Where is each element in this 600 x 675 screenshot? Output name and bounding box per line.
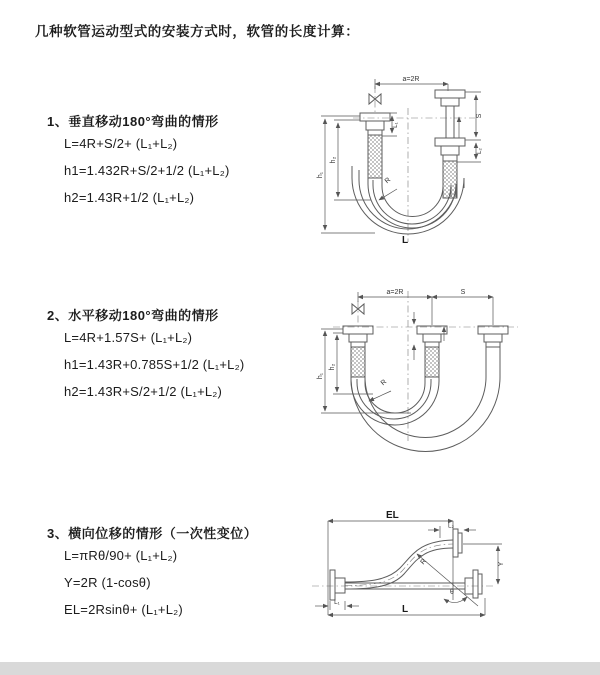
dim-label-r: R	[419, 557, 429, 567]
formula-el: EL=2Rsinθ+ (L₁+L₂)	[64, 602, 183, 617]
formula-h2: h2=1.43R+1/2 (L₁+L₂)	[64, 190, 195, 205]
section-horizontal-movement	[47, 305, 347, 405]
hose-drawing	[352, 90, 465, 234]
dim-label-h1: h₁	[317, 171, 324, 179]
section-vertical-movement	[47, 111, 347, 211]
hose-drawing	[330, 529, 482, 600]
dim-label-y: Y	[498, 561, 505, 567]
dim-label-s: S	[476, 113, 483, 119]
dim-label-el: EL	[386, 510, 399, 521]
braided-hose-section	[351, 347, 365, 377]
diagram-vertical-180-bend	[313, 70, 583, 260]
page-bottom-edge	[0, 662, 600, 675]
dim-label-r: R	[383, 176, 393, 186]
formula-h1: h1=1.432R+S/2+1/2 (L₁+L₂)	[64, 163, 230, 178]
dim-label-h2: h₂	[330, 156, 337, 164]
section-heading: 1、垂直移动180°弯曲的情形	[47, 114, 219, 129]
diagram-horizontal-180-bend	[313, 281, 591, 459]
hose-drawing	[343, 304, 508, 452]
dim-label-h1: h₁	[317, 372, 324, 380]
formula-length: L=πRθ/90+ (L₁+L₂)	[64, 548, 178, 563]
dim-label-r: R	[379, 378, 389, 388]
dim-label-l1: L₁	[334, 599, 340, 606]
dim-label-theta: θ	[450, 589, 454, 596]
formula-length: L=4R+1.57S+ (L₁+L₂)	[64, 330, 193, 345]
formula-y: Y=2R (1-cosθ)	[64, 575, 151, 590]
formula-length: L=4R+S/2+ (L₁+L₂)	[64, 136, 178, 151]
dim-label-h2: h₂	[329, 363, 336, 371]
dim-label-l2: L₂	[448, 522, 454, 530]
dim-label-l: L	[402, 235, 409, 246]
dim-label-l1: L₁	[392, 122, 399, 128]
centerlines	[312, 544, 496, 586]
formula-h2: h2=1.43R+S/2+1/2 (L₁+L₂)	[64, 384, 223, 399]
dim-label-a2r: a=2R	[402, 76, 420, 83]
formula-h1: h1=1.43R+0.785S+1/2 (L₁+L₂)	[64, 357, 245, 372]
braided-hose-section	[368, 135, 382, 178]
braided-hose-section	[425, 347, 439, 377]
dim-label-l: L	[402, 604, 409, 615]
dimension-lines	[315, 521, 502, 615]
diagram-lateral-displacement	[300, 500, 600, 655]
dim-label-s: S	[460, 289, 466, 296]
dimension-lines	[321, 292, 493, 413]
section-heading: 2、水平移动180°弯曲的情形	[47, 308, 219, 323]
page-title: 几种软管运动型式的安装方式时，软管的长度计算：	[35, 24, 360, 39]
section-heading: 3、横向位移的情形（一次性变位）	[47, 526, 258, 541]
dim-label-a2r: a=2R	[386, 289, 404, 296]
dim-label-l2: L₂	[476, 148, 483, 154]
